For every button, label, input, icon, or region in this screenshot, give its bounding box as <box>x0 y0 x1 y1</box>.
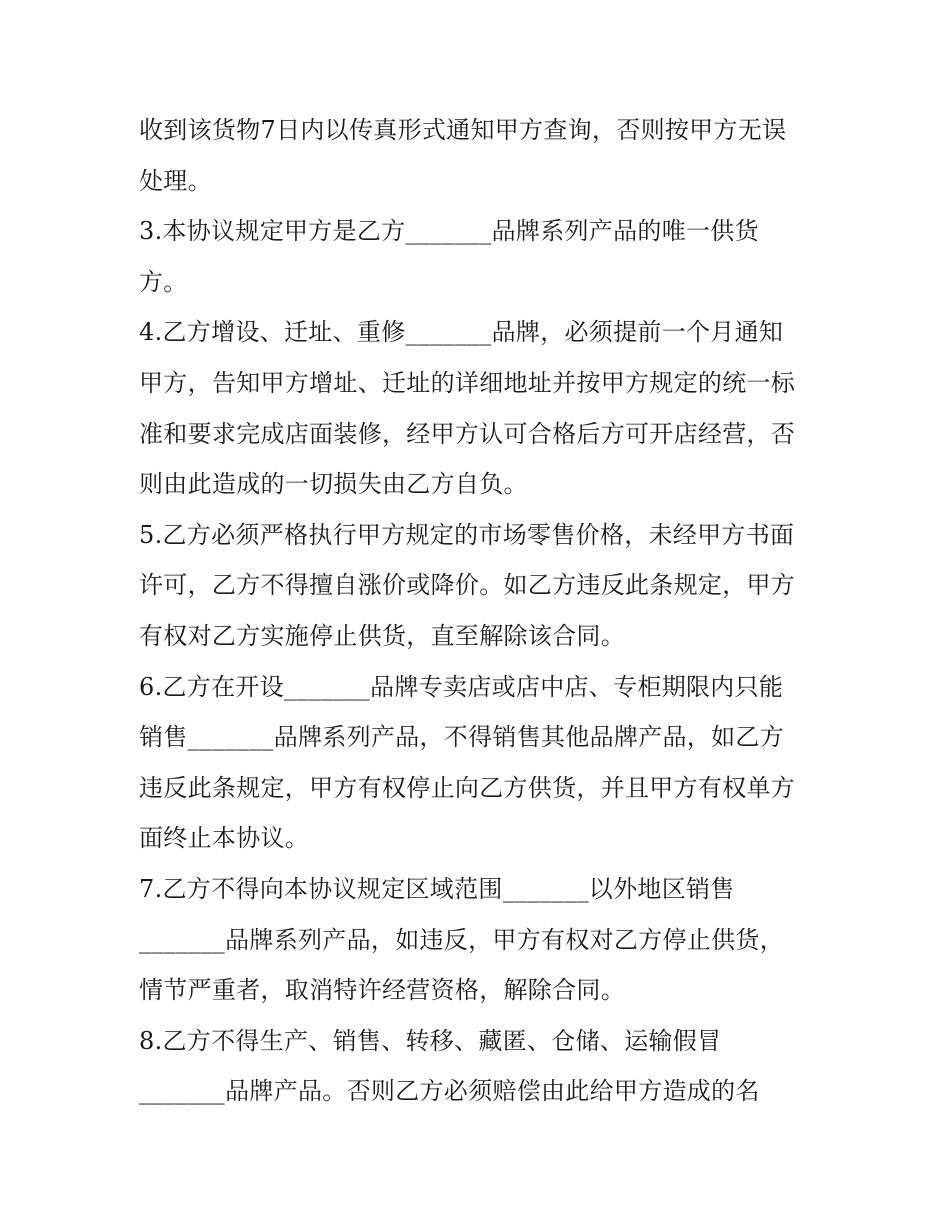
clause-8-line: 8.乙方不得生产、销售、转移、藏匿、仓储、运输假冒 <box>139 1026 722 1055</box>
clause-5-line: 5.乙方必须严格执行甲方规定的市场零售价格，未经甲方书面 <box>139 520 795 549</box>
text-line: 甲方，告知甲方增址、迁址的详细地址并按甲方规定的统一标 <box>139 368 796 397</box>
text-line: _______品牌产品。否则乙方必须赔偿由此给甲方造成的名 <box>139 1077 760 1106</box>
text-line: 处理。 <box>139 166 212 195</box>
text-line: 情节严重者，取消特许经营资格，解除合同。 <box>139 976 625 1005</box>
clause-3-line: 3.本协议规定甲方是乙方_______品牌系列产品的唯一供货 <box>139 217 759 246</box>
text-line: 违反此条规定，甲方有权停止向乙方供货，并且甲方有权单方 <box>139 773 796 802</box>
agreement-text-body <box>139 105 829 1117</box>
text-line: 准和要求完成店面装修，经甲方认可合格后方可开店经营，否 <box>139 419 796 448</box>
text-line: _______品牌系列产品，如违反，甲方有权对乙方停止供货， <box>139 925 784 954</box>
text-line: 则由此造成的一切损失由乙方自负。 <box>139 470 528 499</box>
text-line: 有权对乙方实施停止供货，直至解除该合同。 <box>139 621 625 650</box>
text-line: 销售_______品牌系列产品，不得销售其他品牌产品，如乙方 <box>139 723 784 752</box>
text-line: 面终止本协议。 <box>139 824 310 853</box>
text-line: 方。 <box>139 267 188 296</box>
clause-7-line: 7.乙方不得向本协议规定区域范围_______以外地区销售 <box>139 874 735 903</box>
text-line: 收到该货物7日内以传真形式通知甲方查询，否则按甲方无误 <box>139 116 787 144</box>
clause-6-line: 6.乙方在开设_______品牌专卖店或店中店、专柜期限内只能 <box>139 672 784 701</box>
text-line: 许可，乙方不得擅自涨价或降价。如乙方违反此条规定，甲方 <box>139 571 796 600</box>
clause-4-line: 4.乙方增设、迁址、重修_______品牌，必须提前一个月通知 <box>139 318 784 347</box>
